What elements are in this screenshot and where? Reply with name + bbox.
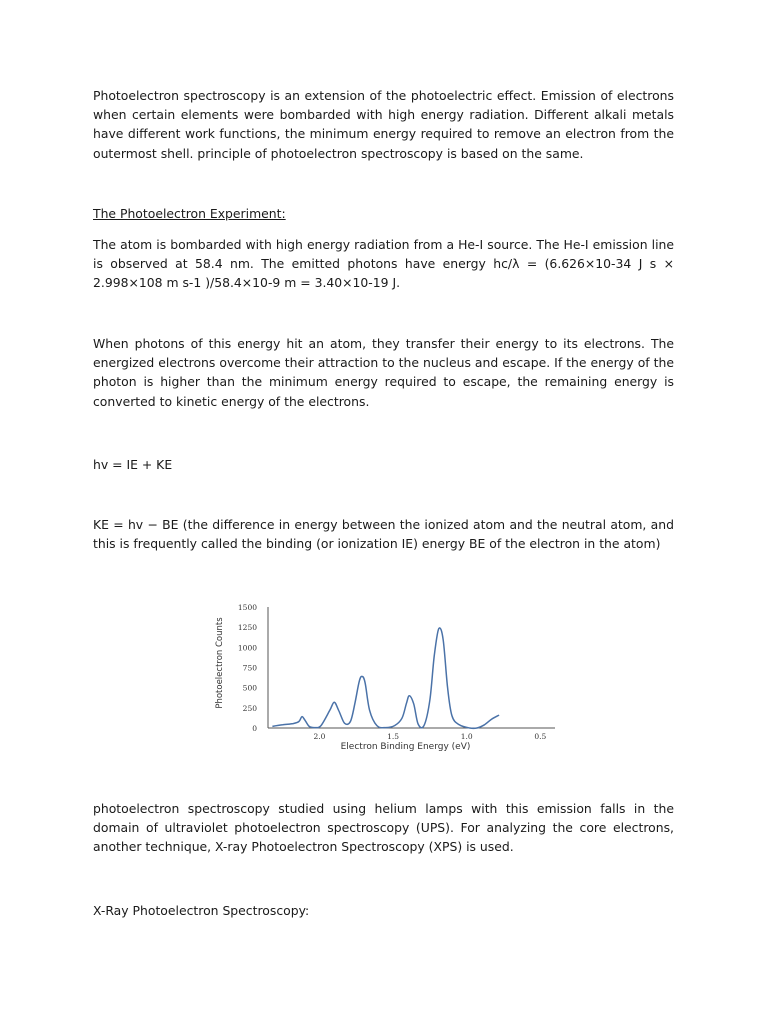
y-tick-label: 500 (242, 683, 257, 693)
y-axis-label: Photoelectron Counts (215, 617, 225, 709)
energy-transfer-paragraph: When photons of this energy hit an atom, they transfer their energy to its electrons. The energized electrons overcome their attraction to the nucleus and escape. If the energy of the photon is higher than the minimum energy required to escape, the remaining energy is converted to kinetic energy of the electrons. (93, 336, 674, 409)
experiment-heading: The Photoelectron Experiment: (93, 206, 286, 221)
ups-paragraph: photoelectron spectroscopy studied using helium lamps with this emission falls in the domain of ultraviolet photoelectron spectroscopy (UPS). For analyzing the core electrons, another technique, X-ray Photoelectron Spectroscopy (XPS) is used. (93, 801, 674, 855)
x-tick-label: 2.0 (313, 732, 326, 741)
spectrum-chart-svg (205, 597, 565, 757)
equation-ke: KE = hv − BE (the difference in energy between the ionized atom and the neutral atom, and this is frequently called the binding (or ionization IE) energy BE of the electron in the atom) (93, 517, 674, 552)
y-tick-label: 1000 (237, 643, 257, 653)
intro-paragraph: Photoelectron spectroscopy is an extension of the photoelectric effect. Emission of electrons when certain elements were bombarded with high energy radiation. Different alkali metals have different work functions, the minimum energy required to remove an electron from the outermost shell. principle of photoelectron spectroscopy is based on the same. (93, 88, 674, 161)
x-tick-label: 1.5 (387, 732, 400, 741)
equation-hv: hv = IE + KE (93, 457, 173, 472)
x-tick-label: 0.5 (534, 732, 547, 741)
y-tick-label: 1500 (237, 603, 257, 612)
y-tick-label: 1250 (237, 623, 257, 633)
xps-heading: X-Ray Photoelectron Spectroscopy: (93, 903, 310, 918)
x-tick-label: 1.0 (460, 732, 473, 741)
y-tick-label: 250 (242, 703, 257, 713)
experiment-paragraph: The atom is bombarded with high energy radiation from a He-I source. The He-I emission line is observed at 58.4 nm. The emitted photons have energy hc/λ = (6.626×10-34 J s × 2.998×108 m s-1 )/58.4×10-9 m = 3.40×10-19 J. (93, 237, 674, 291)
x-axis-label: Electron Binding Energy (eV) (340, 742, 471, 752)
y-tick-label: 0 (252, 724, 257, 733)
spectrum-chart (205, 597, 565, 757)
spectrum-series-line (272, 628, 499, 728)
y-tick-label: 750 (242, 663, 257, 673)
